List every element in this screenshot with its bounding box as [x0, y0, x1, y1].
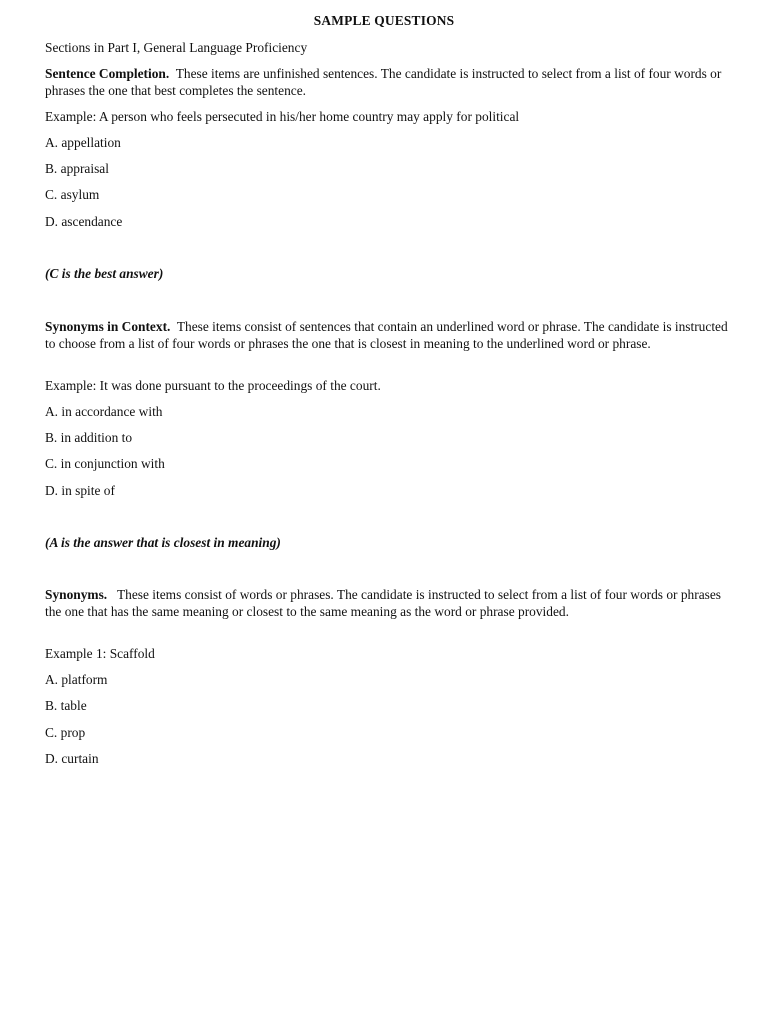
option-a: A. platform — [45, 672, 108, 687]
example-text: Example: A person who feels persecuted in his/her home country may apply for political — [45, 109, 520, 124]
section-heading: Synonyms. — [45, 587, 108, 602]
section-synonyms-description — [45, 587, 730, 620]
option-b: B. in addition to — [45, 430, 133, 445]
option-b: B. appraisal — [45, 161, 109, 176]
intro-text: Sections in Part I, General Language Proficiency — [45, 40, 308, 55]
section-description: These items are unfinished sentences. The candidate is instructed to select from a list of four words or phrases the one that best completes the sentence. — [45, 66, 722, 98]
section-heading: Synonyms in Context. — [45, 319, 171, 334]
option-c: C. asylum — [45, 187, 100, 202]
section-description: These items consist of words or phrases. The candidate is instructed to select from a list of four words or phrases the one that has the same meaning or closest to the same meaning as the word or phrase provided. — [45, 587, 722, 619]
answer-note: (C is the best answer) — [45, 266, 164, 281]
example-text: Example: It was done pursuant to the proceedings of the court. — [45, 378, 381, 393]
option-d: D. curtain — [45, 751, 99, 766]
option-d: D. in spite of — [45, 483, 115, 498]
section-synonyms-in-context-description — [45, 319, 730, 352]
option-a: A. in accordance with — [45, 404, 163, 419]
option-c: C. in conjunction with — [45, 456, 165, 471]
option-d: D. ascendance — [45, 214, 123, 229]
option-a: A. appellation — [45, 135, 121, 150]
section-heading: Sentence Completion. — [45, 66, 170, 81]
option-c: C. prop — [45, 725, 86, 740]
section-description: These items consist of sentences that contain an underlined word or phrase. The candidate is instructed to choose from a list of four words or phrases the one that is closest in meaning to the underlined word or phrase. — [45, 319, 728, 351]
answer-note: (A is the answer that is closest in meaning) — [45, 535, 281, 550]
option-b: B. table — [45, 698, 87, 713]
section-sentence-completion-description — [45, 66, 730, 99]
example-text: Example 1: Scaffold — [45, 646, 155, 661]
page-title: SAMPLE QUESTIONS — [313, 13, 455, 28]
